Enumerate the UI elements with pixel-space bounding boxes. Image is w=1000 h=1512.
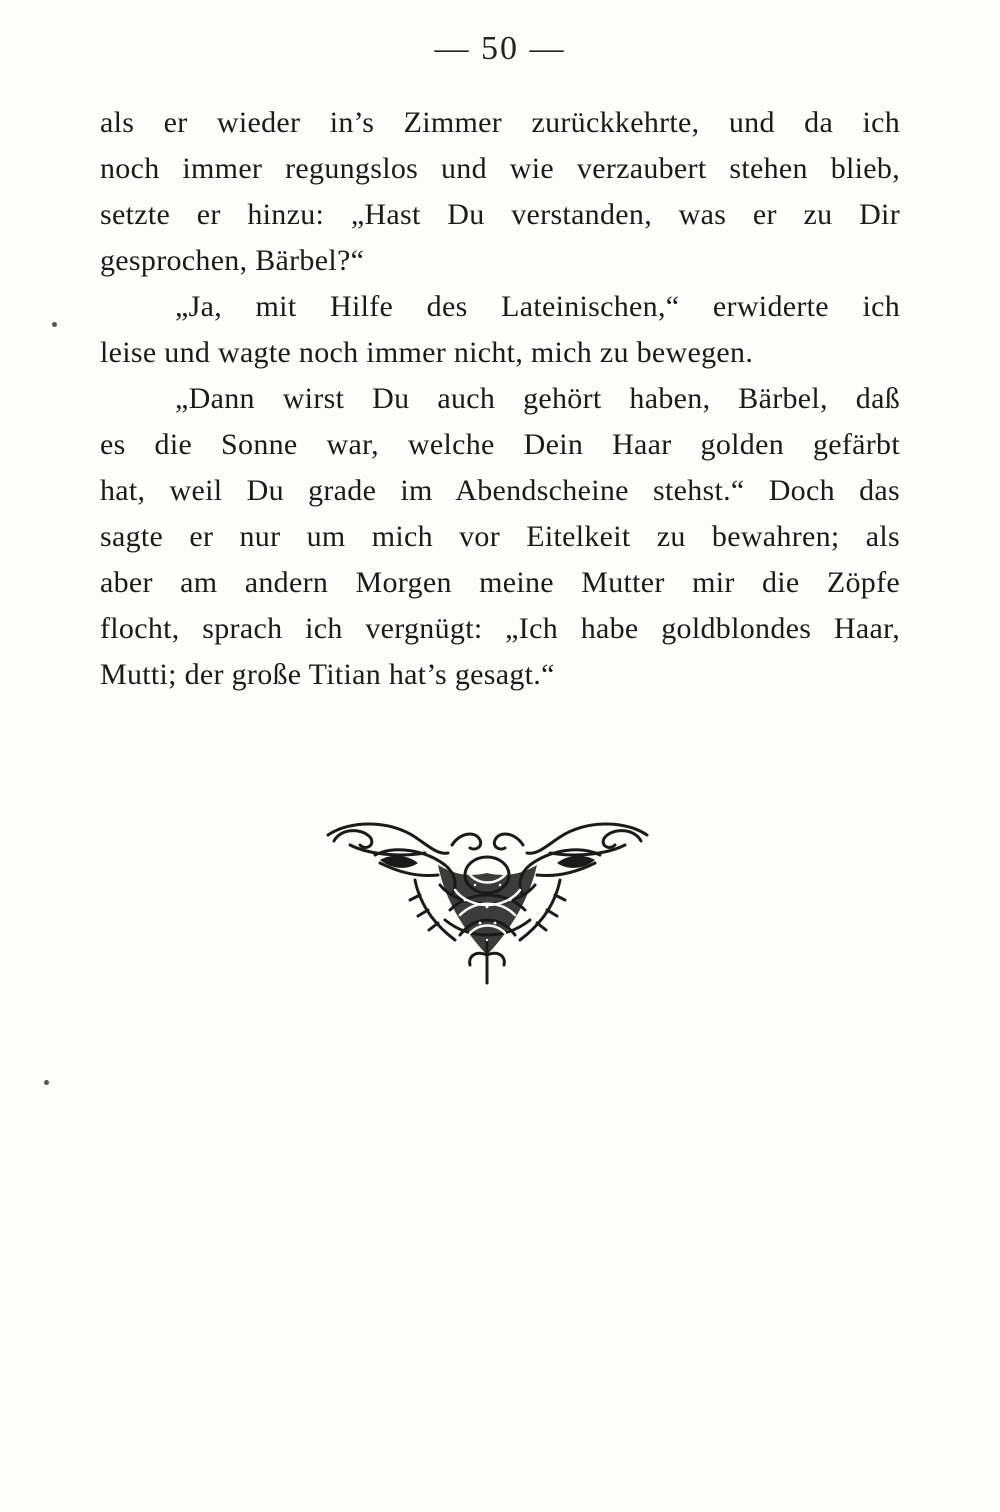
text-line: als er wieder in’s Zimmer zurückkehrte, und da ich: [100, 106, 900, 139]
scan-speck: [52, 322, 57, 327]
text-line: flocht, sprach ich vergnügt: „Ich habe goldblondes Haar,: [100, 612, 900, 645]
scan-speck: [44, 1080, 49, 1085]
text-line: noch immer regungslos und wie verzaubert stehen blieb,: [100, 152, 900, 185]
body-text: [100, 100, 900, 698]
page-number: — 50 —: [434, 30, 566, 67]
text-line: aber am andern Morgen meine Mutter mir die Zöpfe: [100, 566, 900, 599]
text-line: leise und wagte noch immer nicht, mich zu bewegen.: [100, 336, 754, 369]
text-line: sagte er nur um mich vor Eitelkeit zu bewahren; als: [100, 520, 900, 553]
text-line: es die Sonne war, welche Dein Haar golden gefärbt: [100, 428, 900, 461]
text-line: hat, weil Du grade im Abendscheine stehst.“ Doch das: [100, 474, 900, 507]
text-line: Mutti; der große Titian hat’s gesagt.“: [100, 658, 555, 691]
floral-dragon-vignette-icon: [320, 815, 655, 990]
text-line: „Dann wirst Du auch gehört haben, Bärbel, daß: [175, 382, 900, 415]
text-line: „Ja, mit Hilfe des Lateinischen,“ erwiderte ich: [175, 290, 900, 323]
text-line: gesprochen, Bärbel?“: [100, 244, 365, 277]
text-line: setzte er hinzu: „Hast Du verstanden, was er zu Dir: [100, 198, 900, 231]
